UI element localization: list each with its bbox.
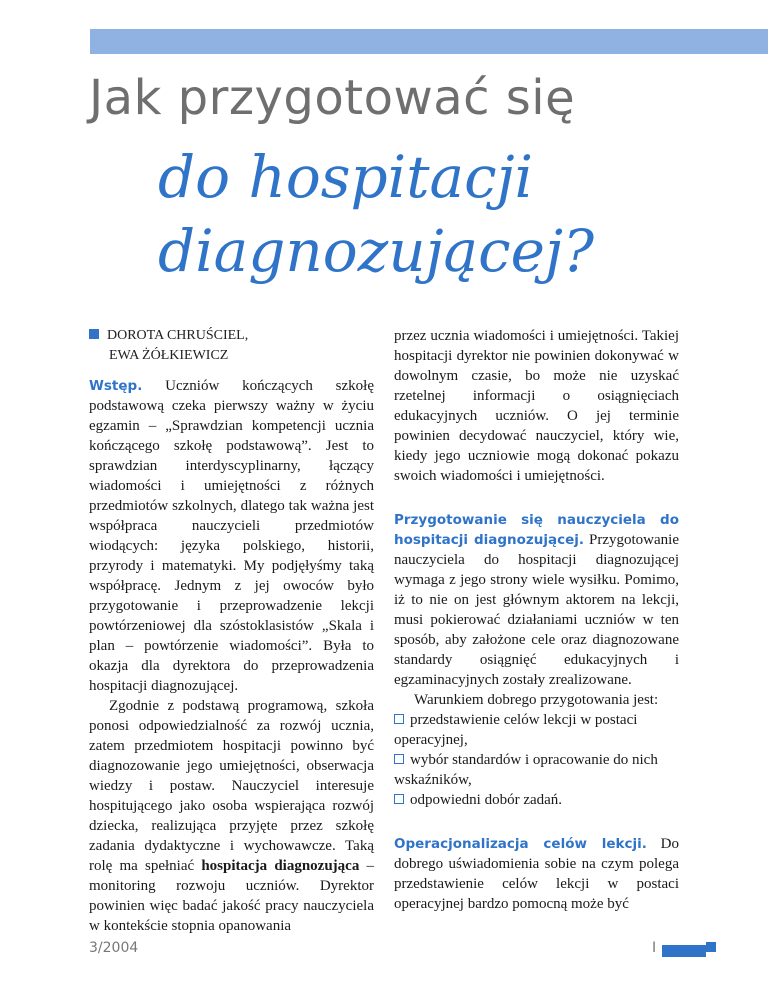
paragraph-2-text: Zgodnie z podstawą programową, szkoła ponosi odpowiedzialność za rozwój ucznia, zatem przedmiotem hospitacji powinno być diagnozowanie jego umiejętności, obserwacja wiedzy i postaw. Nauczyciel interesuje hospitującego jako osoba wspierająca rozwój dziecka, realizująca przyjęte przez szkołę zadania dydaktyczne i wychowawcze. Taką rolę ma spełniać (89, 698, 374, 874)
paragraph-2-bold: hospitacja diagnozująca (201, 858, 360, 874)
conditions-paragraph: Warunkiem dobrego przygotowania jest: (414, 692, 659, 708)
page-number: I (652, 940, 657, 956)
left-column (89, 376, 374, 936)
intro-text: Uczniów kończących szkołę podstawową czeka pierwszy ważny w życiu egzamin – „Sprawdzian kompetencji ucznia kończącego szkołę podstawową”. Jest to sprawdzian interdyscyplinarny, łączący wiadomości i umiejętności z różnych przedmiotów szkolnych, dlatego tak ważna jest współpraca nauczycieli przedmiotów wiodących: języka polskiego, historii, przyrody i matematyki. My podjęłyśmy taką współpracę. Jednym z jej owoców było przygotowanie i przeprowadzenie lekcji powtórzeniowej dla szóstoklasistów „Skala i plan – powtórzenie wiadomości”. Była to okazja dla dyrektora do przeprowadzenia hospitacji diagnozującej. (89, 378, 375, 694)
list-item (394, 790, 679, 810)
title-line-2: do hospitacji (158, 143, 534, 211)
title-line-1: Jak przygotować się (89, 70, 576, 126)
issue-number: 3/2004 (89, 940, 139, 956)
right-paragraph-1: przez ucznia wiadomości i umiejętności. Takiej hospitacji dyrektor nie powinien dokonywać w dowolnym czasie, bo może nie uzyskać rzetelnej informacji o osiągnięciach edukacyjnych uczniów. O jej terminie powinien decydować nauczyciel, który wie, kiedy jego uczniowie mogą dokonać pokazu swoich wiadomości i umiejętności. (394, 328, 679, 484)
intro-heading: Wstęp. (89, 378, 143, 394)
footer-mark-square (706, 942, 716, 952)
conditions-list (394, 710, 679, 810)
section-2-heading: Przygotowanie się nauczyciela do hospitacji diagnozującej. (394, 512, 679, 548)
header-color-bar (90, 29, 768, 54)
list-item-text: przedstawienie celów lekcji w postaci operacyjnej, (394, 712, 638, 748)
intro-paragraph (89, 376, 374, 696)
paragraph-2-end: – monitoring rozwoju uczniów. Dyrektor powinien więc badać jakość pracy nauczyciela w kontekście stopnia opanowania (89, 858, 374, 934)
list-item-text: odpowiedni dobór zadań. (410, 792, 563, 808)
list-item (394, 710, 679, 750)
title-line-3: diagnozującej? (158, 217, 595, 285)
paragraph-2 (89, 696, 374, 936)
right-column (394, 326, 679, 914)
section-3-heading: Operacjonalizacja celów lekcji. (394, 836, 647, 852)
list-item (394, 750, 679, 790)
checkbox-square-icon (394, 794, 404, 804)
footer-mark (662, 945, 706, 957)
list-item-text: wybór standardów i opracowanie do nich wskaźników, (394, 752, 658, 788)
section-2-paragraph (394, 510, 679, 690)
section-2-text: Przygotowanie nauczyciela do hospitacji diagnozującej wymaga z jego strony wiele wysiłku. Pomimo, iż to nie on jest głównym aktorem na lekcji, musi pokierować działaniami uczniów w ten sposób, aby założone cele oraz diagnozowane standardy osiągnięć edukacyjnych i egzaminacyjnych zostały zrealizowane. (394, 532, 679, 688)
author-1: DOROTA CHRUŚCIEL, (107, 328, 249, 343)
author-2: EWA ŻÓŁKIEWICZ (109, 348, 229, 363)
authors-block (89, 326, 248, 366)
bullet-square-icon (89, 329, 99, 339)
section-3-text: Do dobrego uświadomienia sobie na czym polega przedstawienie celów lekcji w postaci operacyjnej bardzo pomocną może być (394, 836, 680, 912)
checkbox-square-icon (394, 754, 404, 764)
checkbox-square-icon (394, 714, 404, 724)
section-3-paragraph (394, 834, 679, 914)
